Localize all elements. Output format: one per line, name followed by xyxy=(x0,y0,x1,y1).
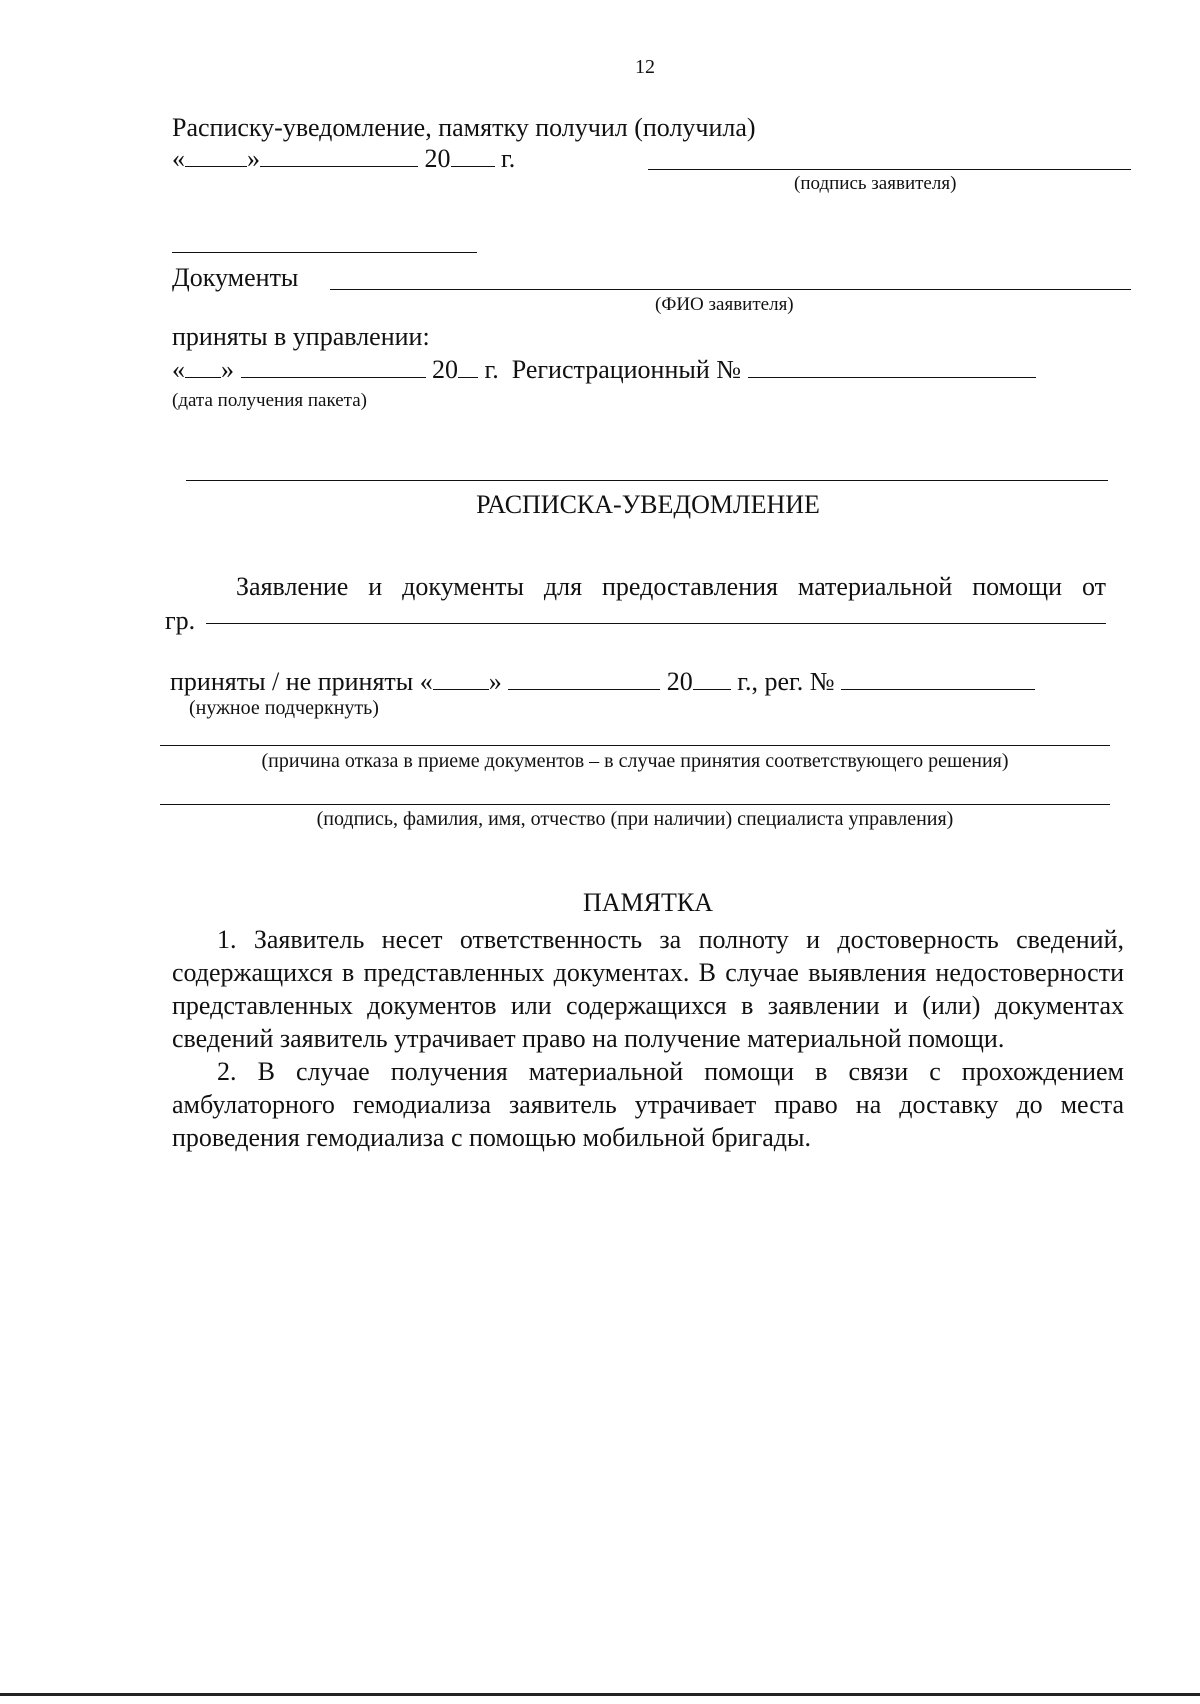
fio-caption: (ФИО заявителя) xyxy=(655,294,794,315)
citizen-name-line xyxy=(206,623,1106,624)
applicant-fio-line xyxy=(330,289,1131,290)
cut-line xyxy=(186,480,1108,481)
year-blank xyxy=(693,688,731,690)
quote-close: » xyxy=(488,667,502,696)
quote-open: « xyxy=(172,144,185,173)
reg-label: г., рег. № xyxy=(737,667,835,696)
day-blank xyxy=(433,688,489,690)
signature-caption: (подпись заявителя) xyxy=(794,173,957,194)
year-prefix: 20 xyxy=(424,144,451,173)
day-blank xyxy=(185,165,247,167)
quote-open: « xyxy=(172,355,185,384)
page-number: 12 xyxy=(635,56,655,78)
year-suffix: г. xyxy=(484,355,499,384)
memo-paragraph-2: 2. В случае получения материальной помощи в связи с прохождением амбулаторного гемодиализа заявитель утрачивает право на доставку до места проведения гемодиализа с помощью мобильной бригады. xyxy=(172,1057,1124,1152)
citizen-prefix: гр. xyxy=(165,606,196,635)
specialist-signature-line xyxy=(160,804,1110,805)
accepted-label: приняты / не приняты « xyxy=(170,667,433,696)
reg-number-blank xyxy=(748,376,1036,378)
short-separator xyxy=(172,252,477,253)
accepted-status-line xyxy=(170,667,1035,697)
documents-label: Документы xyxy=(172,263,299,292)
year-prefix: 20 xyxy=(666,667,693,696)
memo-title: ПАМЯТКА xyxy=(582,888,713,917)
month-blank xyxy=(241,376,426,378)
specialist-caption: (подпись, фамилия, имя, отчество (при наличии) специалиста управления) xyxy=(316,808,954,830)
year-suffix: г. xyxy=(501,144,516,173)
underline-hint: (нужное подчеркнуть) xyxy=(189,697,379,719)
quote-close: » xyxy=(247,144,260,173)
refusal-caption: (причина отказа в приеме документов – в случае принятия соответствующего решения) xyxy=(261,750,1009,772)
receipt-notice-title: РАСПИСКА-УВЕДОМЛЕНИЕ xyxy=(476,490,820,519)
refusal-reason-line xyxy=(160,745,1110,746)
reg-number-blank xyxy=(841,688,1035,690)
memo-paragraph-1: 1. Заявитель несет ответственность за полноту и достоверность сведений, содержащихся в представленных документах. В случае выявления недостоверности представленных документов или содержащихся в заявлении и (или) документах сведений заявитель утрачивает право на получение материальной помощи. xyxy=(172,925,1124,1053)
reg-number-label: Регистрационный № xyxy=(511,355,742,384)
year-blank xyxy=(458,376,478,378)
year-blank xyxy=(451,165,495,167)
accepted-in-department: приняты в управлении: xyxy=(172,322,430,351)
memo-body xyxy=(172,923,1124,1154)
documents-date-reg xyxy=(172,355,1036,385)
page-bottom-edge xyxy=(0,1693,1200,1696)
year-prefix: 20 xyxy=(432,355,458,384)
quote-close: » xyxy=(221,355,234,384)
applicant-signature-line xyxy=(648,169,1131,170)
month-blank xyxy=(260,165,418,167)
notice-intro: Заявление и документы для предоставления материальной помощи от xyxy=(236,572,1106,601)
month-blank xyxy=(508,688,660,690)
date-received-caption: (дата получения пакета) xyxy=(172,390,367,411)
receipt-ack-line: Расписку-уведомление, памятку получил (получила) xyxy=(172,113,756,142)
day-blank xyxy=(185,376,221,378)
receipt-ack-date xyxy=(172,144,515,174)
